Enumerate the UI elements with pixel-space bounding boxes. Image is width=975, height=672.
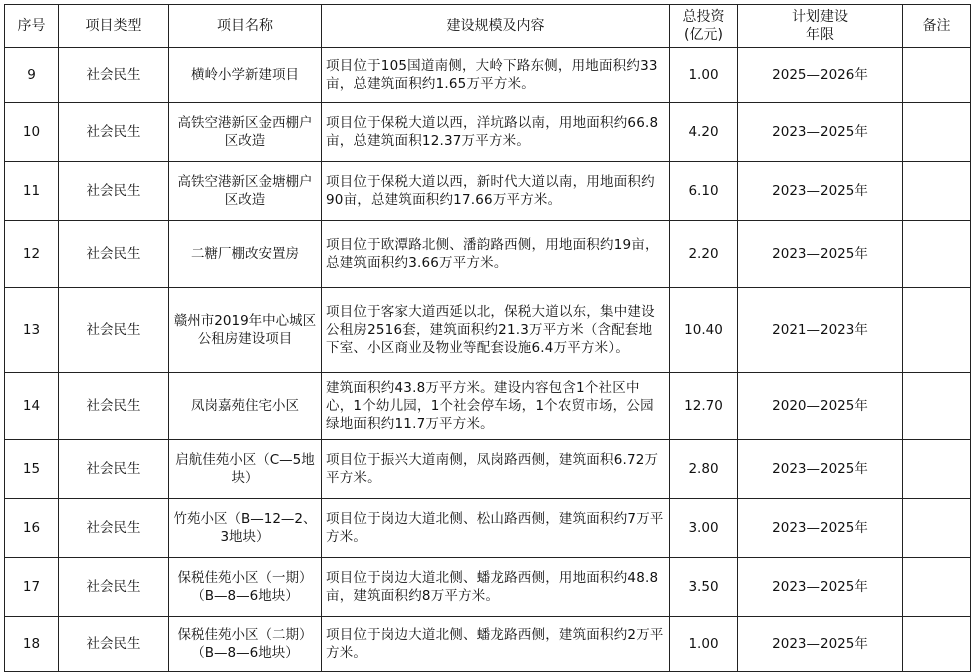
cell-seq: 17 — [5, 558, 59, 617]
table-row — [5, 499, 971, 558]
cell-type: 社会民生 — [59, 162, 169, 221]
cell-scale: 项目位于欧潭路北侧、潘韵路西侧，用地面积约19亩，总建筑面积约3.66万平方米。 — [322, 221, 670, 288]
cell-investment: 3.50 — [670, 558, 738, 617]
cell-remark — [903, 617, 971, 672]
cell-type: 社会民生 — [59, 373, 169, 440]
cell-period: 2023—2025年 — [738, 221, 903, 288]
cell-type: 社会民生 — [59, 617, 169, 672]
header-investment-line2: (亿元) — [684, 27, 723, 43]
header-period-line1: 计划建设 — [792, 9, 848, 25]
cell-remark — [903, 499, 971, 558]
cell-seq: 16 — [5, 499, 59, 558]
cell-name: 二糖厂棚改安置房 — [169, 221, 322, 288]
cell-seq: 18 — [5, 617, 59, 672]
cell-name: 竹苑小区（B—12—2、3地块） — [169, 499, 322, 558]
cell-period: 2020—2025年 — [738, 373, 903, 440]
header-investment-line1: 总投资 — [682, 9, 725, 25]
table-row — [5, 48, 971, 103]
table-row — [5, 440, 971, 499]
cell-remark — [903, 103, 971, 162]
table-row — [5, 162, 971, 221]
cell-name: 启航佳苑小区（C—5地块） — [169, 440, 322, 499]
cell-period: 2023—2025年 — [738, 558, 903, 617]
table-row — [5, 617, 971, 672]
cell-remark — [903, 558, 971, 617]
cell-remark — [903, 288, 971, 373]
cell-name: 凤岗嘉苑住宅小区 — [169, 373, 322, 440]
cell-period: 2025—2026年 — [738, 48, 903, 103]
header-investment — [670, 5, 738, 48]
cell-period: 2023—2025年 — [738, 499, 903, 558]
cell-name: 保税佳苑小区（一期）（B—8—6地块） — [169, 558, 322, 617]
cell-seq: 14 — [5, 373, 59, 440]
cell-type: 社会民生 — [59, 440, 169, 499]
cell-investment: 2.80 — [670, 440, 738, 499]
cell-investment: 6.10 — [670, 162, 738, 221]
header-period — [738, 5, 903, 48]
cell-scale: 项目位于客家大道西延以北，保税大道以东，集中建设公租房2516套，建筑面积约21.3万平方米（含配套地下室、小区商业及物业等配套设施6.4万平方米）。 — [322, 288, 670, 373]
cell-scale: 项目位于岗边大道北侧、蟠龙路西侧，建筑面积约2万平方米。 — [322, 617, 670, 672]
cell-period: 2023—2025年 — [738, 440, 903, 499]
cell-remark — [903, 440, 971, 499]
cell-period: 2023—2025年 — [738, 617, 903, 672]
cell-investment: 1.00 — [670, 617, 738, 672]
table-row — [5, 103, 971, 162]
cell-investment: 10.40 — [670, 288, 738, 373]
cell-name: 高铁空港新区金塘棚户区改造 — [169, 162, 322, 221]
cell-scale: 建筑面积约43.8万平方米。建设内容包含1个社区中心，1个幼儿园，1个社会停车场，1个农贸市场，公园绿地面积约11.7万平方米。 — [322, 373, 670, 440]
project-table — [4, 4, 971, 672]
cell-name: 保税佳苑小区（二期）（B—8—6地块） — [169, 617, 322, 672]
cell-name: 赣州市2019年中心城区公租房建设项目 — [169, 288, 322, 373]
cell-investment: 12.70 — [670, 373, 738, 440]
cell-remark — [903, 48, 971, 103]
cell-remark — [903, 162, 971, 221]
cell-period: 2021—2023年 — [738, 288, 903, 373]
cell-seq: 11 — [5, 162, 59, 221]
header-seq: 序号 — [5, 5, 59, 48]
cell-name: 横岭小学新建项目 — [169, 48, 322, 103]
cell-scale: 项目位于保税大道以西，新时代大道以南，用地面积约90亩，总建筑面积约17.66万平方米。 — [322, 162, 670, 221]
cell-investment: 2.20 — [670, 221, 738, 288]
header-scale: 建设规模及内容 — [322, 5, 670, 48]
cell-type: 社会民生 — [59, 103, 169, 162]
table-row — [5, 558, 971, 617]
cell-remark — [903, 221, 971, 288]
cell-seq: 13 — [5, 288, 59, 373]
cell-seq: 10 — [5, 103, 59, 162]
header-type: 项目类型 — [59, 5, 169, 48]
cell-name: 高铁空港新区金西棚户区改造 — [169, 103, 322, 162]
cell-type: 社会民生 — [59, 288, 169, 373]
cell-type: 社会民生 — [59, 48, 169, 103]
cell-seq: 9 — [5, 48, 59, 103]
cell-scale: 项目位于岗边大道北侧、松山路西侧，建筑面积约7万平方米。 — [322, 499, 670, 558]
cell-seq: 12 — [5, 221, 59, 288]
cell-type: 社会民生 — [59, 558, 169, 617]
header-row — [5, 5, 971, 48]
cell-seq: 15 — [5, 440, 59, 499]
header-name: 项目名称 — [169, 5, 322, 48]
cell-investment: 1.00 — [670, 48, 738, 103]
cell-investment: 3.00 — [670, 499, 738, 558]
header-remark: 备注 — [903, 5, 971, 48]
cell-investment: 4.20 — [670, 103, 738, 162]
cell-type: 社会民生 — [59, 499, 169, 558]
cell-remark — [903, 373, 971, 440]
cell-type: 社会民生 — [59, 221, 169, 288]
cell-scale: 项目位于岗边大道北侧、蟠龙路西侧，用地面积约48.8亩，建筑面积约8万平方米。 — [322, 558, 670, 617]
cell-scale: 项目位于105国道南侧，大岭下路东侧，用地面积约33亩，总建筑面积约1.65万平方米。 — [322, 48, 670, 103]
cell-scale: 项目位于振兴大道南侧，凤岗路西侧，建筑面积6.72万平方米。 — [322, 440, 670, 499]
cell-period: 2023—2025年 — [738, 103, 903, 162]
table-row — [5, 221, 971, 288]
header-period-line2: 年限 — [806, 27, 834, 43]
cell-period: 2023—2025年 — [738, 162, 903, 221]
table-row — [5, 373, 971, 440]
table-row — [5, 288, 971, 373]
cell-scale: 项目位于保税大道以西，洋坑路以南，用地面积约66.8亩，总建筑面积12.37万平方米。 — [322, 103, 670, 162]
